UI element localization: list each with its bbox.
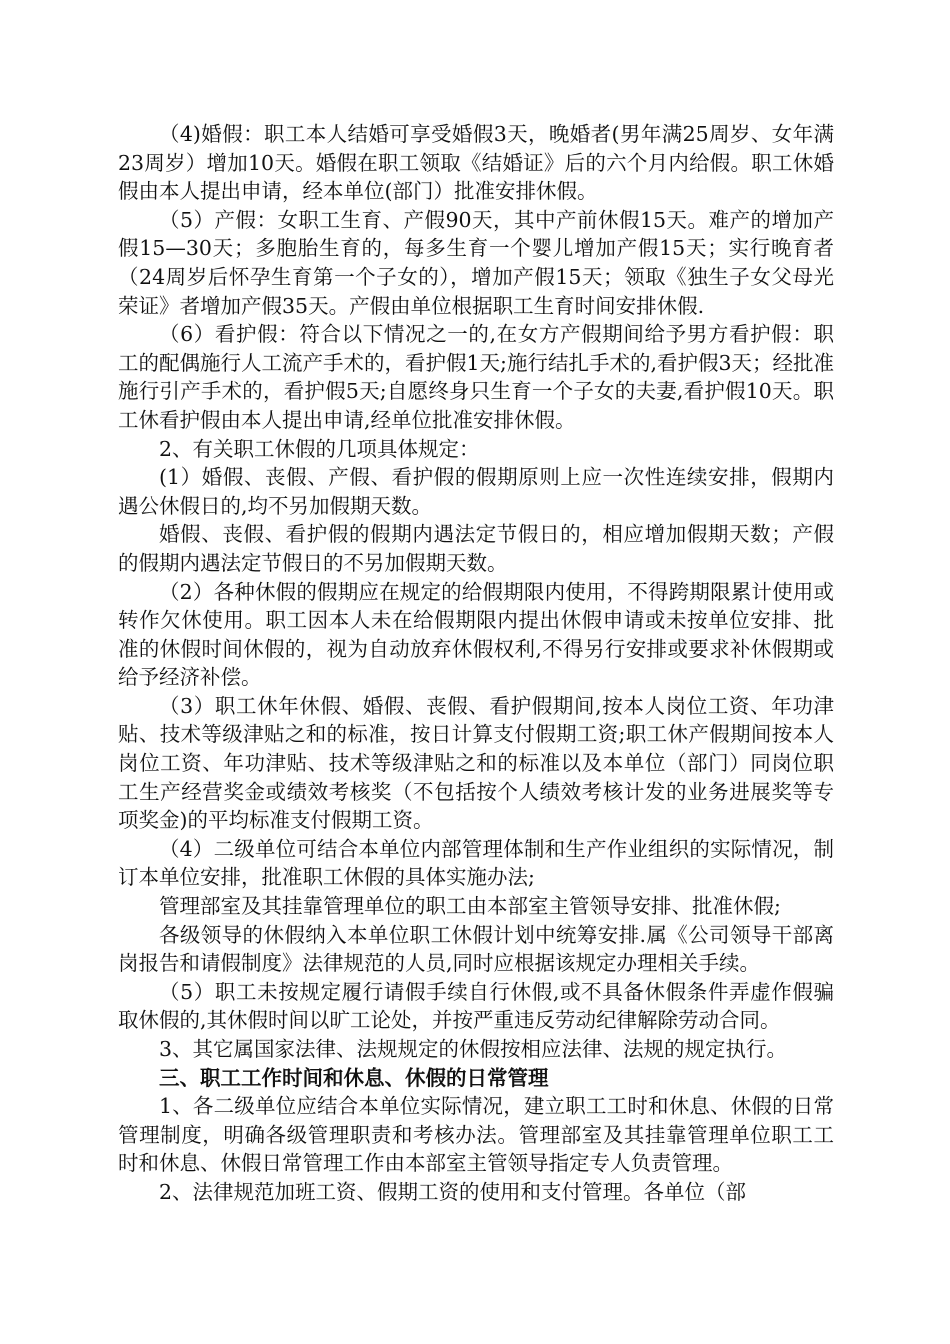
paragraph-rule-2: （2）各种休假的假期应在规定的给假期限内使用，不得跨期限累计使用或转作欠休使用。职工因本人未在给假期限内提出休假申请或未按单位安排、批准的休假时间休假的，视为自动放弃休假权利,不得另行安排或要求补休假期或给予经济补偿。 — [118, 579, 834, 690]
paragraph-rule-4: （4）二级单位可结合本单位内部管理体制和生产作业组织的实际情况，制订本单位安排，批准职工休假的具体实施办法; — [118, 836, 834, 890]
paragraph-rule-1: (1）婚假、丧假、产假、看护假的假期原则上应一次性连续安排，假期内遇公休假日的,均不另加假期天数。 — [118, 465, 834, 518]
paragraph-overtime-pay: 2、法律规范加班工资、假期工资的使用和支付管理。各单位（部 — [159, 1179, 747, 1204]
paragraph-rule-3: （3）职工休年休假、婚假、丧假、看护假期间,按本人岗位工资、年功津贴、技术等级津贴之和的标准，按日计算支付假期工资;职工休产假期间按本人岗位工资、年功津贴、技术等级津贴之和的标准以及本单位（部门）同岗位职工生产经营奖金或绩效考核奖（不包括按个人绩效考核计发的业务进展奖等专项奖金)的平均标准支付假期工资。 — [118, 693, 834, 833]
paragraph-maternity-leave: （5）产假：女职工生育、产假90天，其中产前休假15天。难产的增加产假15—30天；多胞胎生育的，每多生育一个婴儿增加产假15天；实行晚育者（24周岁后怀孕生育第一个子女的），增加产假15天；领取《独生子女父母光荣证》者增加产假35天。产假由单位根据职工生育时间安排休假. — [118, 207, 834, 318]
paragraph-rule-4-departments: 管理部室及其挂靠管理单位的职工由本部室主管领导安排、批准休假; — [159, 894, 781, 919]
paragraph-rule-4-leaders: 各级领导的休假纳入本单位职工休假计划中统筹安排.属《公司领导干部离岗报告和请假制度》法律规范的人员,同时应根据该规定办理相关手续。 — [118, 922, 834, 976]
document-page — [118, 120, 834, 1207]
paragraph-rule-1-holidays: 婚假、丧假、看护假的假期内遇法定节假日的，相应增加假期天数；产假的假期内遇法定节假日的不另加假期天数。 — [118, 522, 834, 575]
paragraph-other-leave: 3、其它属国家法律、法规规定的休假按相应法律、法规的规定执行。 — [159, 1037, 788, 1061]
paragraph-daily-management: 1、各二级单位应结合本单位实际情况，建立职工工时和休息、休假的日常管理制度，明确各级管理职责和考核办法。管理部室及其挂靠管理单位职工工时和休息、休假日常管理工作由本部室主管领导指定专人负责管理。 — [118, 1094, 834, 1176]
paragraph-marriage-leave: （4)婚假：职工本人结婚可享受婚假3天，晚婚者(男年满25周岁、女年满23周岁）增加10天。婚假在职工领取《结婚证》后的六个月内给假。职工休婚假由本人提出申请，经本单位(部门）批准安排休假。 — [118, 122, 834, 204]
paragraph-nursing-leave: （6）看护假：符合以下情况之一的,在女方产假期间给予男方看护假：职工的配偶施行人工流产手术的，看护假1天;施行结扎手术的,看护假3天；经批准施行引产手术的，看护假5天;自愿终身只生育一个子女的夫妻,看护假10天。职工休看护假由本人提出申请,经单位批准安排休假。 — [118, 322, 835, 432]
section-heading: 三、职工工作时间和休息、休假的日常管理 — [159, 1065, 549, 1090]
paragraph-rule-5: （5）职工未按规定履行请假手续自行休假,或不具备休假条件弄虚作假骗取休假的,其休假时间以旷工论处，并按严重违反劳动纪律解除劳动合同。 — [118, 979, 834, 1033]
paragraph-leave-rules-title: 2、有关职工休假的几项具体规定： — [159, 436, 480, 461]
